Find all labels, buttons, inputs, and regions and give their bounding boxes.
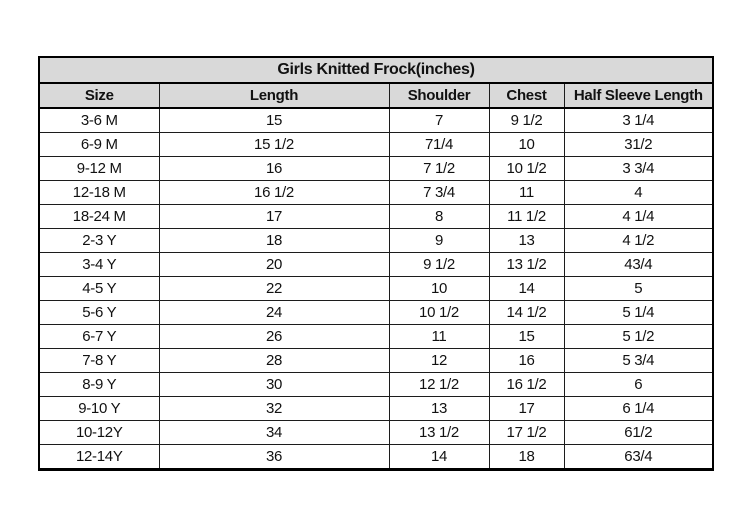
cell-half-sleeve-length: 3 3/4 xyxy=(564,157,713,181)
cell-half-sleeve-length: 31/2 xyxy=(564,133,713,157)
column-header-chest: Chest xyxy=(489,83,564,108)
cell-chest: 14 1/2 xyxy=(489,301,564,325)
cell-shoulder: 7 3/4 xyxy=(389,181,489,205)
table-row xyxy=(39,277,713,301)
cell-size: 7-8 Y xyxy=(39,349,159,373)
cell-length: 16 1/2 xyxy=(159,181,389,205)
cell-chest: 9 1/2 xyxy=(489,108,564,133)
cell-chest: 13 1/2 xyxy=(489,253,564,277)
cell-size: 5-6 Y xyxy=(39,301,159,325)
cell-chest: 15 xyxy=(489,325,564,349)
column-header-size: Size xyxy=(39,83,159,108)
cell-size: 4-5 Y xyxy=(39,277,159,301)
column-header-half-sleeve-length: Half Sleeve Length xyxy=(564,83,713,108)
cell-chest: 18 xyxy=(489,445,564,470)
size-chart-table xyxy=(38,56,714,471)
cell-chest: 10 1/2 xyxy=(489,157,564,181)
cell-shoulder: 71/4 xyxy=(389,133,489,157)
cell-shoulder: 8 xyxy=(389,205,489,229)
table-row xyxy=(39,229,713,253)
cell-length: 15 1/2 xyxy=(159,133,389,157)
table-row xyxy=(39,373,713,397)
table-body xyxy=(39,108,713,470)
table-row xyxy=(39,445,713,470)
cell-size: 12-18 M xyxy=(39,181,159,205)
cell-shoulder: 12 1/2 xyxy=(389,373,489,397)
cell-size: 2-3 Y xyxy=(39,229,159,253)
cell-length: 20 xyxy=(159,253,389,277)
cell-shoulder: 10 1/2 xyxy=(389,301,489,325)
cell-shoulder: 14 xyxy=(389,445,489,470)
cell-half-sleeve-length: 5 xyxy=(564,277,713,301)
cell-length: 16 xyxy=(159,157,389,181)
cell-size: 9-12 M xyxy=(39,157,159,181)
cell-length: 22 xyxy=(159,277,389,301)
cell-shoulder: 9 xyxy=(389,229,489,253)
cell-size: 8-9 Y xyxy=(39,373,159,397)
cell-half-sleeve-length: 4 xyxy=(564,181,713,205)
cell-chest: 13 xyxy=(489,229,564,253)
cell-shoulder: 13 1/2 xyxy=(389,421,489,445)
cell-chest: 11 xyxy=(489,181,564,205)
cell-length: 26 xyxy=(159,325,389,349)
table-title: Girls Knitted Frock(inches) xyxy=(39,57,713,83)
cell-size: 3-4 Y xyxy=(39,253,159,277)
table-header-row xyxy=(39,83,713,108)
table-row xyxy=(39,253,713,277)
cell-shoulder: 12 xyxy=(389,349,489,373)
table-row xyxy=(39,108,713,133)
cell-shoulder: 9 1/2 xyxy=(389,253,489,277)
cell-length: 17 xyxy=(159,205,389,229)
cell-shoulder: 7 1/2 xyxy=(389,157,489,181)
cell-length: 32 xyxy=(159,397,389,421)
cell-length: 15 xyxy=(159,108,389,133)
cell-half-sleeve-length: 63/4 xyxy=(564,445,713,470)
cell-size: 18-24 M xyxy=(39,205,159,229)
cell-half-sleeve-length: 5 1/2 xyxy=(564,325,713,349)
cell-size: 6-9 M xyxy=(39,133,159,157)
cell-shoulder: 7 xyxy=(389,108,489,133)
table-row xyxy=(39,325,713,349)
column-header-shoulder: Shoulder xyxy=(389,83,489,108)
table-row xyxy=(39,349,713,373)
cell-chest: 11 1/2 xyxy=(489,205,564,229)
cell-length: 36 xyxy=(159,445,389,470)
table-title-row xyxy=(39,57,713,83)
cell-shoulder: 10 xyxy=(389,277,489,301)
cell-size: 10-12Y xyxy=(39,421,159,445)
table-row xyxy=(39,133,713,157)
cell-length: 28 xyxy=(159,349,389,373)
cell-chest: 16 xyxy=(489,349,564,373)
cell-half-sleeve-length: 61/2 xyxy=(564,421,713,445)
cell-half-sleeve-length: 5 3/4 xyxy=(564,349,713,373)
cell-length: 30 xyxy=(159,373,389,397)
cell-half-sleeve-length: 4 1/4 xyxy=(564,205,713,229)
cell-half-sleeve-length: 43/4 xyxy=(564,253,713,277)
table-row xyxy=(39,205,713,229)
cell-shoulder: 11 xyxy=(389,325,489,349)
table-row xyxy=(39,301,713,325)
cell-half-sleeve-length: 6 xyxy=(564,373,713,397)
cell-size: 3-6 M xyxy=(39,108,159,133)
cell-length: 24 xyxy=(159,301,389,325)
cell-size: 6-7 Y xyxy=(39,325,159,349)
table-row xyxy=(39,421,713,445)
cell-half-sleeve-length: 4 1/2 xyxy=(564,229,713,253)
column-header-length: Length xyxy=(159,83,389,108)
table-row xyxy=(39,397,713,421)
cell-half-sleeve-length: 6 1/4 xyxy=(564,397,713,421)
table-row xyxy=(39,181,713,205)
cell-length: 18 xyxy=(159,229,389,253)
cell-chest: 17 xyxy=(489,397,564,421)
cell-chest: 14 xyxy=(489,277,564,301)
cell-shoulder: 13 xyxy=(389,397,489,421)
cell-chest: 16 1/2 xyxy=(489,373,564,397)
table-row xyxy=(39,157,713,181)
cell-size: 12-14Y xyxy=(39,445,159,470)
cell-length: 34 xyxy=(159,421,389,445)
cell-chest: 10 xyxy=(489,133,564,157)
cell-half-sleeve-length: 3 1/4 xyxy=(564,108,713,133)
cell-size: 9-10 Y xyxy=(39,397,159,421)
cell-chest: 17 1/2 xyxy=(489,421,564,445)
cell-half-sleeve-length: 5 1/4 xyxy=(564,301,713,325)
